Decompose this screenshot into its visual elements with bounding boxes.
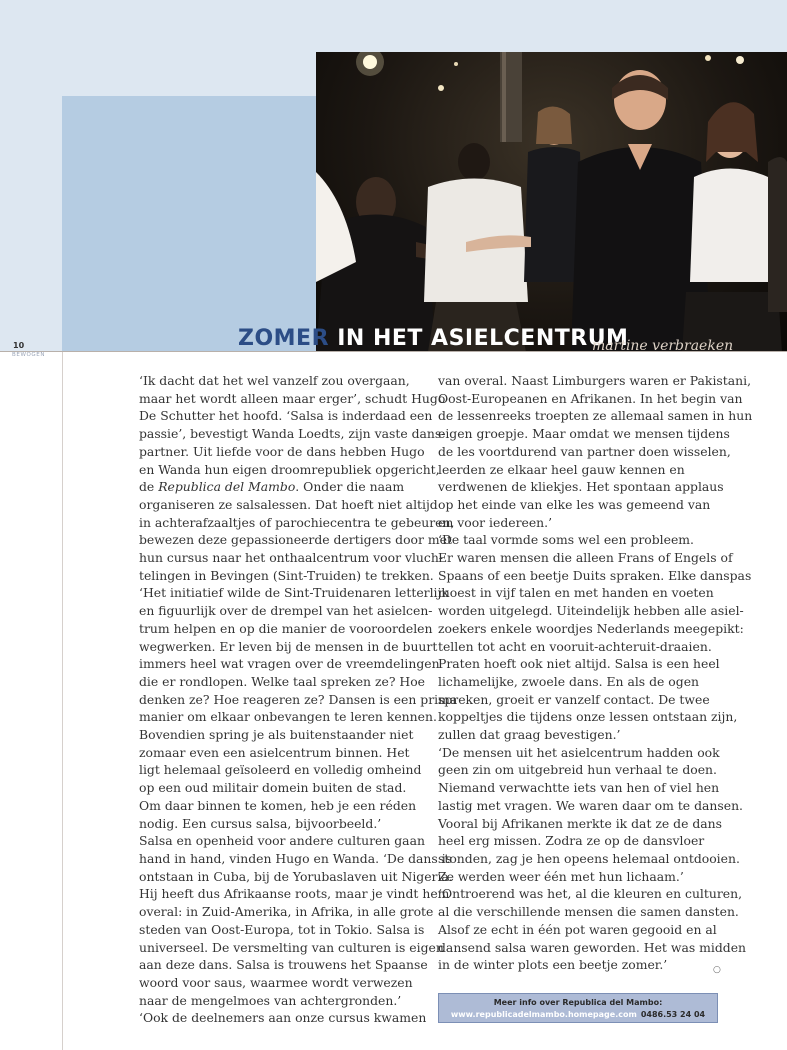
body-text-line: Praten hoeft ook niet altijd. Salsa is een heel [438,656,720,672]
body-text-line: organiseren ze salsalessen. Dat hoeft niet altijd [139,496,438,512]
body-text-line: ‘Het initiatief wilde de Sint-Truidenaren letterlijk [139,585,449,601]
body-text-line: immers heel wat vragen over de vreemdelingen [139,656,440,672]
body-text-line: bewezen deze gepassioneerde dertigers door met [139,532,452,548]
body-text-line: aan deze dans. Salsa is trouwens het Spaanse [139,957,428,973]
body-text-line: verdwenen de kliekjes. Het spontaan applaus [438,479,724,495]
body-text-line: de les voortdurend van partner doen wisselen, [438,443,731,459]
body-text-line: de lessenreeks troepten ze allemaal samen in hun [438,408,753,424]
body-text-line: Om daar binnen te komen, heb je een réden [139,797,417,813]
body-text-line: ontstaan in Cuba, bij de Yorubaslaven uit Nigeria. [139,868,453,884]
body-text-line: Er waren mensen die alleen Frans of Engels of [438,550,733,566]
body-text-line: denken ze? Hoe reageren ze? Dansen is een prima [139,691,458,707]
title-part-1: ZOMER [238,326,330,351]
body-text-line: geen zin om uitgebreid hun verhaal te doen. [438,762,717,778]
end-of-article-mark: ○ [713,965,721,975]
body-text-line: universeel. De versmelting van culturen is eigen [139,939,444,955]
body-text-line: ‘Ontroerend was het, al die kleuren en culturen, [438,886,743,902]
body-text-line: hand in hand, vinden Hugo en Wanda. ‘De dans is [139,850,453,866]
title-part-2: IN HET ASIELCENTRUM [337,326,629,351]
body-text-line: overal: in Zuid-Amerika, in Afrika, in alle grote [139,904,434,920]
body-text-line: al die verschillende mensen die samen dansten. [438,904,739,920]
body-text-line: ‘De taal vormde soms wel een probleem. [438,532,694,548]
body-text-line: moest in vijf talen en met handen en voeten [438,585,714,601]
info-box [438,993,718,1023]
body-text-line: steden van Oost-Europa, tot in Tokio. Salsa is [139,921,425,937]
body-text-line: op het einde van elke les was gemeend van [438,496,711,512]
body-text-line: Alsof ze echt in één pot waren gegooid en al [438,921,717,937]
section-label: BEWOGEN [12,352,46,358]
body-text-line: lastig met vragen. We waren daar om te dansen. [438,797,743,813]
body-text-line: spreken, groeit er vanzelf contact. De twee [438,691,710,707]
body-text-line: wegwerken. Er leven bij de mensen in de buurt [139,638,438,654]
body-text-line: worden uitgelegd. Uiteindelijk hebben alle asiel- [438,603,744,619]
body-text-line: leerden ze elkaar heel gauw kennen en [438,461,685,477]
body-text-line: ‘Ook de deelnemers aan onze cursus kwamen [139,1010,427,1026]
body-text-line: eigen groepje. Maar omdat we mensen tijdens [438,426,730,442]
body-text-line: manier om elkaar onbevangen te leren kennen. [139,709,437,725]
body-text-line: dansend salsa waren geworden. Het was midden [438,939,747,955]
body-text-line: in achterafzaaltjes of parochiecentra te gebeuren, [139,514,455,530]
body-text-line: nodig. Een cursus salsa, bijvoorbeeld.’ [139,815,382,831]
body-text-line: Vooral bij Afrikanen merkte ik dat ze de dans [438,815,723,831]
left-margin-rule [62,352,63,1050]
body-column-right [438,372,752,974]
article-photo [316,52,787,352]
body-text-line: stonden, zag je hen opeens helemaal ontdooien. [438,850,740,866]
body-text-line: zullen dat graag bevestigen.’ [438,727,621,743]
body-text-line: op een oud militair domein buiten de stad. [139,780,407,796]
body-text-line: ‘De mensen uit het asielcentrum hadden ook [438,744,720,760]
decorative-blue-panel [62,96,316,352]
body-text-line: partner. Uit liefde voor de dans hebben Hugo [139,443,425,459]
body-text-line: zomaar even een asielcentrum binnen. Het [139,744,410,760]
body-text-line: en voor iedereen.’ [438,514,553,530]
body-text-line: van overal. Naast Limburgers waren er Pakistani, [438,373,752,388]
body-text-line: naar de mengelmoes van achtergronden.’ [139,992,402,1008]
body-text-line: koppeltjes die tijdens onze lessen ontstaan zijn, [438,709,738,725]
body-column-left [139,372,457,1027]
page-number: 10 [13,341,25,350]
body-text-line: telingen in Bevingen (Sint-Truiden) te trekken. [139,567,434,583]
body-text-line: die er rondlopen. Welke taal spreken ze? Hoe [139,673,426,689]
body-text-line: in de winter plots een beetje zomer.’ [438,957,668,973]
body-text-line: de Republica del Mambo. Onder die naam [139,479,405,495]
body-text-line: zoekers enkele woordjes Nederlands meegepikt: [438,620,744,636]
info-box-title: Meer info over Republica del Mambo: [493,998,663,1007]
article-title [238,326,628,352]
article-byline: martine verbraeken [592,338,734,354]
body-text-line: ligt helemaal geïsoleerd en volledig omheind [139,762,422,778]
body-text-line: en figuurlijk over de drempel van het asielcen- [139,603,433,619]
body-text-line: trum helpen en op die manier de vooroordelen [139,620,433,636]
body-text-line: lichamelijke, zwoele dans. En als de ogen [438,673,700,689]
body-text-line: Hij heeft dus Afrikaanse roots, maar je vindt hem [139,886,450,902]
body-text-line: Niemand verwachtte iets van hen of viel hen [438,780,720,796]
body-text-line: Ze werden weer één met hun lichaam.’ [438,868,684,884]
body-text-line: ‘Ik dacht dat het wel vanzelf zou overgaan, [139,373,410,388]
body-text-line: passie’, bevestigt Wanda Loedts, zijn vaste dans- [139,426,446,442]
body-text-line: Spaans of een beetje Duits spraken. Elke danspas [438,567,752,583]
phone-number: 0486.53 24 04 [640,1010,706,1019]
body-text-line: woord voor saus, waarmee wordt verwezen [139,974,413,990]
body-text-line: en Wanda hun eigen droomrepubliek opgericht, [139,461,440,477]
body-text-line: maar het wordt alleen maar erger’, schudt Hugo [139,390,446,406]
body-text-line: hun cursus naar het onthaalcentrum voor vluch- [139,550,443,566]
body-text-line: Salsa en openheid voor andere culturen gaan [139,833,425,849]
body-text-line: heel erg missen. Zodra ze op de dansvloer [438,833,705,849]
body-text-line: De Schutter het hoofd. ‘Salsa is inderdaad een [139,408,433,424]
body-text-line: tellen tot acht en vooruit-achteruit-draaien. [438,638,712,654]
website-link[interactable]: www.republicadelmambo.homepage.com [450,1010,637,1019]
body-text-line: Bovendien spring je als buitenstaander niet [139,727,414,743]
body-text-line: Oost-Europeanen en Afrikanen. In het begin van [438,390,743,406]
